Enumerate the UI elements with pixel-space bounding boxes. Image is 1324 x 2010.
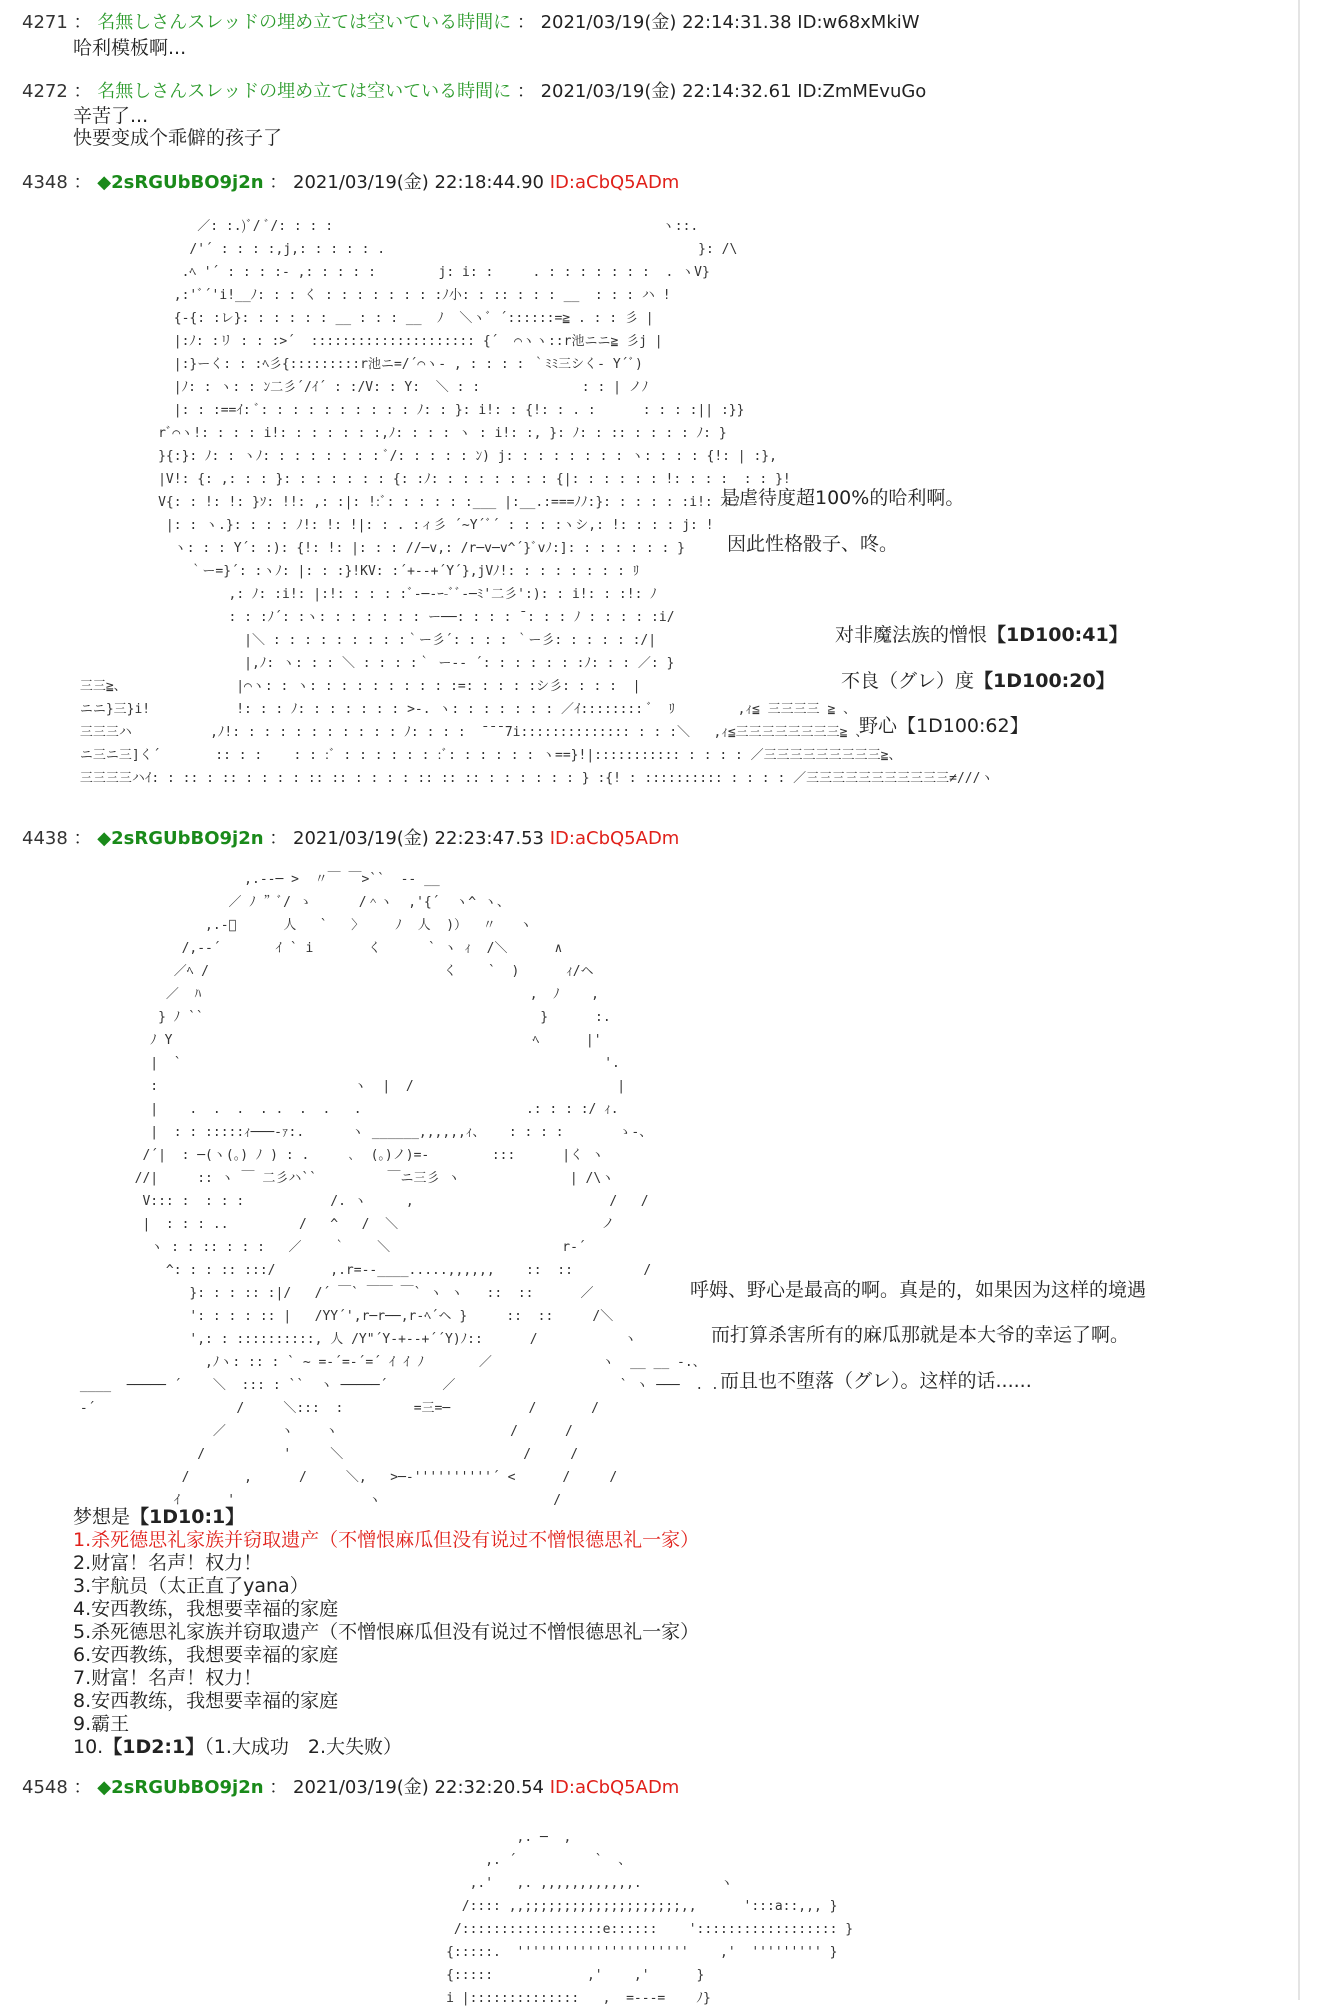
stat-hatred: 对非魔法族的憎恨【1D100:41】	[835, 624, 1128, 646]
poster-name: 名無しさんスレッドの埋め立ては空いている時間に	[97, 12, 512, 33]
post-id[interactable]: ID:aCbQ5ADm	[549, 1777, 680, 1798]
post-number[interactable]: 4271	[22, 12, 68, 33]
post-header	[22, 81, 926, 103]
post-header	[22, 828, 679, 850]
post-number[interactable]: 4348	[22, 172, 68, 193]
dice-roll: 【1D100:20】	[974, 670, 1115, 692]
narration-line: 因此性格骰子、咚。	[727, 533, 899, 555]
separator: ：	[516, 12, 535, 33]
dream-option: 8.安西教练，我想要幸福的家庭	[73, 1690, 339, 1712]
post-text: 哈利模板啊...	[73, 37, 187, 59]
post-header	[22, 1777, 679, 1799]
narration-line: 呼姆、野心是最高的啊。真是的，如果因为这样的境遇	[690, 1279, 1147, 1301]
poster-name: 名無しさんスレッドの埋め立ては空いている時間に	[97, 81, 512, 102]
post-date: 2021/03/19(金) 22:14:32.61	[540, 81, 792, 102]
dream-roll-line: 梦想是【1D10:1】	[73, 1506, 245, 1528]
stat-delinquency: 不良（グレ）度【1D100:20】	[841, 670, 1115, 692]
narration-line: 而打算杀害所有的麻瓜那就是本大爷的幸运了啊。	[711, 1324, 1130, 1346]
post-id[interactable]: ID:w68xMkiW	[797, 12, 920, 33]
post-id[interactable]: ID:aCbQ5ADm	[549, 828, 680, 849]
separator: ：	[73, 12, 92, 33]
dice-roll: 【1D2:1】	[103, 1736, 205, 1758]
dice-roll: 【1D10:1】	[130, 1506, 245, 1528]
post-id[interactable]: ID:aCbQ5ADm	[549, 172, 680, 193]
dice-roll: 【1D100:62】	[897, 715, 1029, 737]
dream-option: 3.宇航员（太正直了yana）	[73, 1575, 309, 1597]
post-number[interactable]: 4438	[22, 828, 68, 849]
dream-option: 5.杀死德思礼家族并窃取遗产（不憎恨麻瓜但没有说过不憎恨德思礼一家）	[73, 1621, 700, 1643]
ascii-art-harry: ／: :.)ﾞ/ ﾞ/: : : : ヽ::. /'´ : : : :,j,: : : : : . }: /\ .ﾍ '´ : : : :- ,: : : : : j: i: : . : : : : : : : . ヽV} ,:'ﾞ´'i!__ﾉ: : : く : : : : : : : :ﾉ小: : :: : : : __ : : : ハ ! {-{: :レ}: : : : : : __ : : : __ ﾉ ＼ヽﾞ ´::::::=≧ . : : 彡 | |:ﾉ: :リ : : :>´ ::::::::::::::::::::: {´ ⌒ヽヽ::r池ニニ≧ 彡j | |:}ーく: : :ﾍ彡{:::::::::r池ニ=/´⌒ヽ- , : : : : ｀ﾐﾐ三シく- Y´ﾞ) |ﾉ: : ヽ: : ﾝ二彡´/ｲ´ : :/V: : Y: ＼ : : : : | ノﾉ |: : :==ｲ: ﾞ: : : : : : : : : : ﾉ: : }: i!: : {!: : . : : : : :|| :}} rﾞ⌒ヽ!: : : : i!: : : : : : :,ﾉ: : : : ヽ : i!: :, }: ﾉ: : :: : : : : ﾉ: } }{:}: ﾉ: : ヽﾉ: : : : : : : : ﾞ/: : : : : ﾝ) j: : : : : : : : ヽ: : : : {!: | :}, |V!: {: ,: : : }: : : : : : : {: :ﾉ: : : : : : : : {|: : : : : : !: : : : : : }! V{: : !: !: }ｿ: !!: ,: :|: !:ﾞ: : : : : :___ |:__.:===ﾉﾉ:}: : : : : :i!: トﾉ |: : ヽ.}: : : : ﾉ!: !: !|: : . :ィ彡 ´~Y´ﾞ´ : : : :ヽシ,: !: : : : j: ! ヽ: : : Y´: :): {!: !: |: : : //─v,: /r─v─v^´}ﾞvﾉ:]: : : : : : : } ｀ー=}´: :ヽﾉ: |: : :}!KV: :´+--+´Y´},jVﾉ!: : : : : : : : ﾘ ,: ﾉ: :i!: |:!: : : : :ﾞ-─-ｰ-ﾞﾞ-─ﾐ'二彡':): : i!: : :!: ﾉ : : :ﾉ´: :ヽ: : : : : : : ー──: : : : ̄ : : : ﾉ : : : : :i/ |＼ : : : : : : : : :｀ー彡´: : : : ｀ー彡: : : : : :/| |,ﾉ: ヽ: : : ＼ : : : :｀ ー-‐ ´: : : : : : :ﾉ: : : ／: } 三三≧、 |⌒ヽ: : ヽ: : : : : : : : : :=: : : : :シ彡: : : : | ニニ}三}i! !: : : ﾉ: : : : : : : >-. ヽ: : : : : : : ／ｲ:::::::: ﾞ ﾘ ,ｨ≦ 三三三三 ≧ 、 三三三ハ ,ﾉ!: : : : : : : : : : : ﾉ: : : : ̄ ̄ ̄ ̄7i:::::::::::::: : : :＼ ,ｨ≦三三三三三三三三≧ 、 ニ三ニ三]く´ :: : : : : :ﾞ : : : : : : :ﾞ: : : : : : ヽ==}!|::::::::::: : : : : ／三三三三三三三三三≧、 三三三三ハｲ: : :: : :: : : : : :: :: : : : : :: :: :: : : : : : : } :{! : :::::::::: : : : : ／三三三三三三三三三三三≠///ヽ	[79, 219, 994, 786]
dream-option: 6.安西教练，我想要幸福的家庭	[73, 1644, 339, 1666]
post-number[interactable]: 4548	[22, 1777, 68, 1798]
post-number[interactable]: 4272	[22, 81, 68, 102]
separator: ：	[73, 81, 92, 102]
dream-option-ten: 10.【1D2:1】（1.大成功 2.大失败）	[73, 1736, 403, 1758]
dream-option: 4.安西教练，我想要幸福的家庭	[73, 1598, 339, 1620]
stat-ambition: 野心【1D100:62】	[859, 715, 1029, 737]
dream-option-selected: 1.杀死德思礼家族并窃取遗产（不憎恨麻瓜但没有说过不憎恨德思礼一家）	[73, 1529, 700, 1551]
post-id[interactable]: ID:ZmMEvuGo	[797, 81, 927, 102]
poster-trip: ◆2sRGUbBO9j2n	[97, 828, 264, 849]
poster-trip: ◆2sRGUbBO9j2n	[97, 1777, 264, 1798]
post-header	[22, 172, 679, 194]
post-date: 2021/03/19(金) 22:23:47.53	[293, 828, 545, 849]
dream-option: 2.财富！名声！权力！	[73, 1552, 263, 1574]
post-date: 2021/03/19(金) 22:18:44.90	[293, 172, 545, 193]
dream-option: 9.霸王	[73, 1713, 130, 1735]
separator: ：	[269, 1777, 288, 1798]
narration-line: 是虐待度超100%的哈利啊。	[720, 487, 965, 509]
dream-option: 7.财富！名声！权力！	[73, 1667, 263, 1689]
dice-roll: 【1D100:41】	[987, 624, 1128, 646]
post-text: 快要变成个乖僻的孩子了	[73, 127, 283, 149]
poster-trip: ◆2sRGUbBO9j2n	[97, 172, 264, 193]
narration-line: 而且也不堕落（グレ）。这样的话......	[720, 1370, 1032, 1392]
post-text: 辛苦了...	[73, 105, 149, 127]
separator: ：	[269, 172, 288, 193]
post-header	[22, 12, 920, 34]
ascii-art-dumbledore-face: ,.-‐─ > 〃￣ ￣>`` ‐- __ ／ ﾉ ”ﾞ/ ゝ /＾ヽ ,'{´ ヽ^ ヽ、 ,.-ﾞ 人 ` 〉 ﾉ 人 )） 〃 ヽ /,--´ ｲ ` i く ` ヽ ｨ /＼ ∧ ／ﾍ / く ` ) ｨ/ヘ ／ ﾊ , ﾉ , } ﾉ `` } :. ﾉ Y ﾍ |' | ` '. : ヽ | / | | . . . . . . . . .: : : :/ ｨ. | : : :::::ｨ───-ｧ:. ヽ ______,,,,,,ｨ、 : : : : ゝ-、 /´| : ─(ヽ(。) ﾉ ) : . ､ (。)ノ)=‐ ::: |く ヽ //| :: ヽ ￣ 二彡ハ`` ￣ニ三彡 ヽ | /\ヽ V::: : : : : /. ヽ , / / | : : : .. / ^ / ＼ ノ ヽ : : :: : : : ／ ｀ ＼ r‐´ ^: : : :: :::/ ,.r=-‐____.....,,,,,, :: :: / }: : : :: :|/ /´ ￣` ￣￣ ￣` ヽ ヽ :: :: ／ ': : : : :: | /YY´',r─r──,r‐ﾍ´ヘ } :: :: /＼ ',: : ::::::::::, 人 /Y"´Y-+--+´´Y)ﾉ:: / ヽ ,ﾉヽ: :: : ` ~ =-´=-´=´ ｲ ｲ ﾉ ／ ヽ __ __ -.、 ____ ───── ´ ＼ ::: : `` ヽ ─────´ ／ ` ヽ ─── . . . . ‐´ / ＼::: : =三=─ / / ／ ヽ ヽ / / / ' ＼ / / / , / ＼, >─-''''''''''´ < / / ｲ ' ヽ /	[79, 872, 751, 1508]
separator: ：	[73, 172, 92, 193]
post-date: 2021/03/19(金) 22:32:20.54	[293, 1777, 545, 1798]
scrollbar-rail[interactable]	[1298, 0, 1324, 2000]
ascii-art-small-figure: ,. ─ , ,. ´ ` 、 ,.' ,. ,,,,,,,,,,,,. ヽ /:::: ,,;;;;;;;;;;;;;;;;;;;;,, ':::a::,,, } /::::::::::::::::::e:::::: ':::::::::::::::::: } {:::::. '''''''''''''''''''''' ,' ''''''''' } {::::: ,' ,' } i |:::::::::::::: , =---= ﾉ}	[446, 1830, 854, 2006]
post-date: 2021/03/19(金) 22:14:31.38	[540, 12, 792, 33]
separator: ：	[516, 81, 535, 102]
separator: ：	[73, 1777, 92, 1798]
separator: ：	[269, 828, 288, 849]
separator: ：	[73, 828, 92, 849]
